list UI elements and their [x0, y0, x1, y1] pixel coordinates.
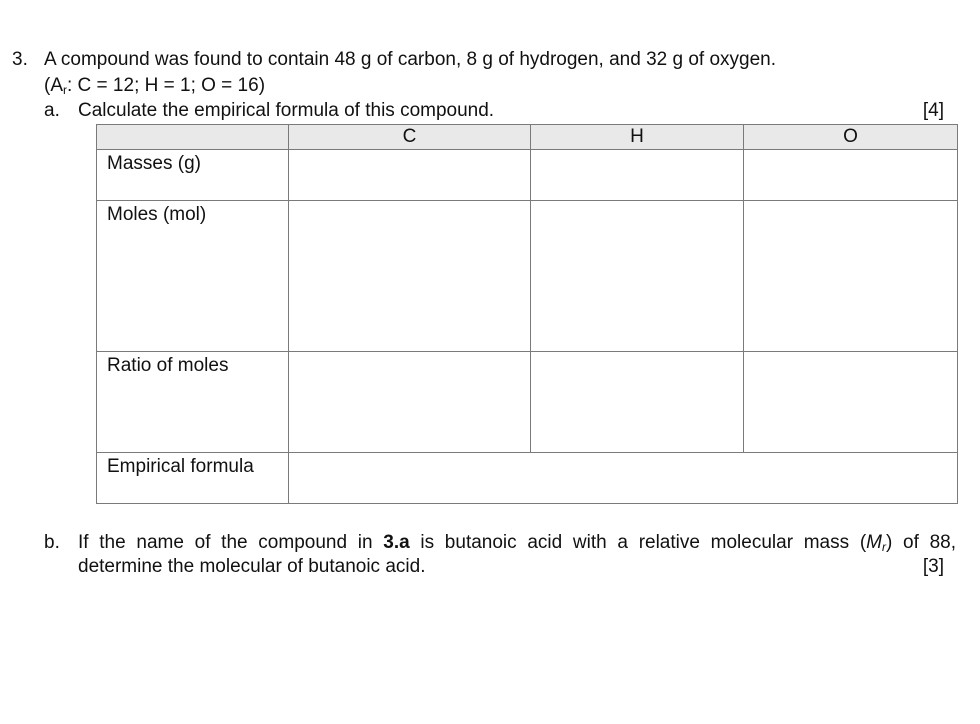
given-prefix: (A [44, 75, 63, 96]
part-b-symbol-sub: r [881, 540, 886, 554]
data-table [96, 124, 958, 504]
question-intro: A compound was found to contain 48 g of carbon, 8 g of hydrogen, and 32 g of oxygen. [44, 49, 777, 70]
table-row-ratio [97, 352, 958, 453]
moles-carbon-cell[interactable] [289, 201, 531, 352]
header-blank [97, 125, 289, 150]
row-label-ratio: Ratio of moles [97, 352, 289, 453]
part-b-start: If the name of the compound in [78, 532, 384, 553]
row-label-masses: Masses (g) [97, 150, 289, 201]
masses-carbon-cell[interactable] [289, 150, 531, 201]
empirical-formula-cell[interactable] [289, 453, 958, 504]
row-label-moles: Moles (mol) [97, 201, 289, 352]
part-b-mid: is butanoic acid with a relative molecular mass ( [409, 532, 867, 553]
table-header-row [97, 125, 958, 150]
part-b-label: b. [44, 532, 60, 553]
given-subscript: r [63, 83, 67, 97]
empirical-formula-table [96, 124, 957, 504]
moles-oxygen-cell[interactable] [744, 201, 958, 352]
row-label-empirical: Empirical formula [97, 453, 289, 504]
question-number: 3. [12, 49, 28, 70]
part-b-marks: [3] [922, 556, 944, 577]
ratio-oxygen-cell[interactable] [744, 352, 958, 453]
given-suffix: : C = 12; H = 1; O = 16) [67, 75, 266, 96]
table-row-masses [97, 150, 958, 201]
moles-hydrogen-cell[interactable] [531, 201, 744, 352]
part-b-line2: determine the molecular of butanoic acid. [78, 556, 426, 577]
given-atomic-masses [44, 74, 265, 102]
masses-hydrogen-cell[interactable] [531, 150, 744, 201]
part-b-symbol: M [866, 532, 882, 553]
part-b-end: ) of 88, [885, 532, 956, 553]
header-carbon: C [289, 125, 531, 150]
header-oxygen: O [744, 125, 958, 150]
ratio-hydrogen-cell[interactable] [531, 352, 744, 453]
ratio-carbon-cell[interactable] [289, 352, 531, 453]
part-a-text: Calculate the empirical formula of this compound. [78, 100, 495, 121]
masses-oxygen-cell[interactable] [744, 150, 958, 201]
part-a-marks: [4] [922, 100, 944, 121]
part-a-label: a. [44, 100, 60, 121]
part-b-ref: 3.a [383, 532, 410, 553]
table-row-moles [97, 201, 958, 352]
header-hydrogen: H [531, 125, 744, 150]
table-row-empirical [97, 453, 958, 504]
